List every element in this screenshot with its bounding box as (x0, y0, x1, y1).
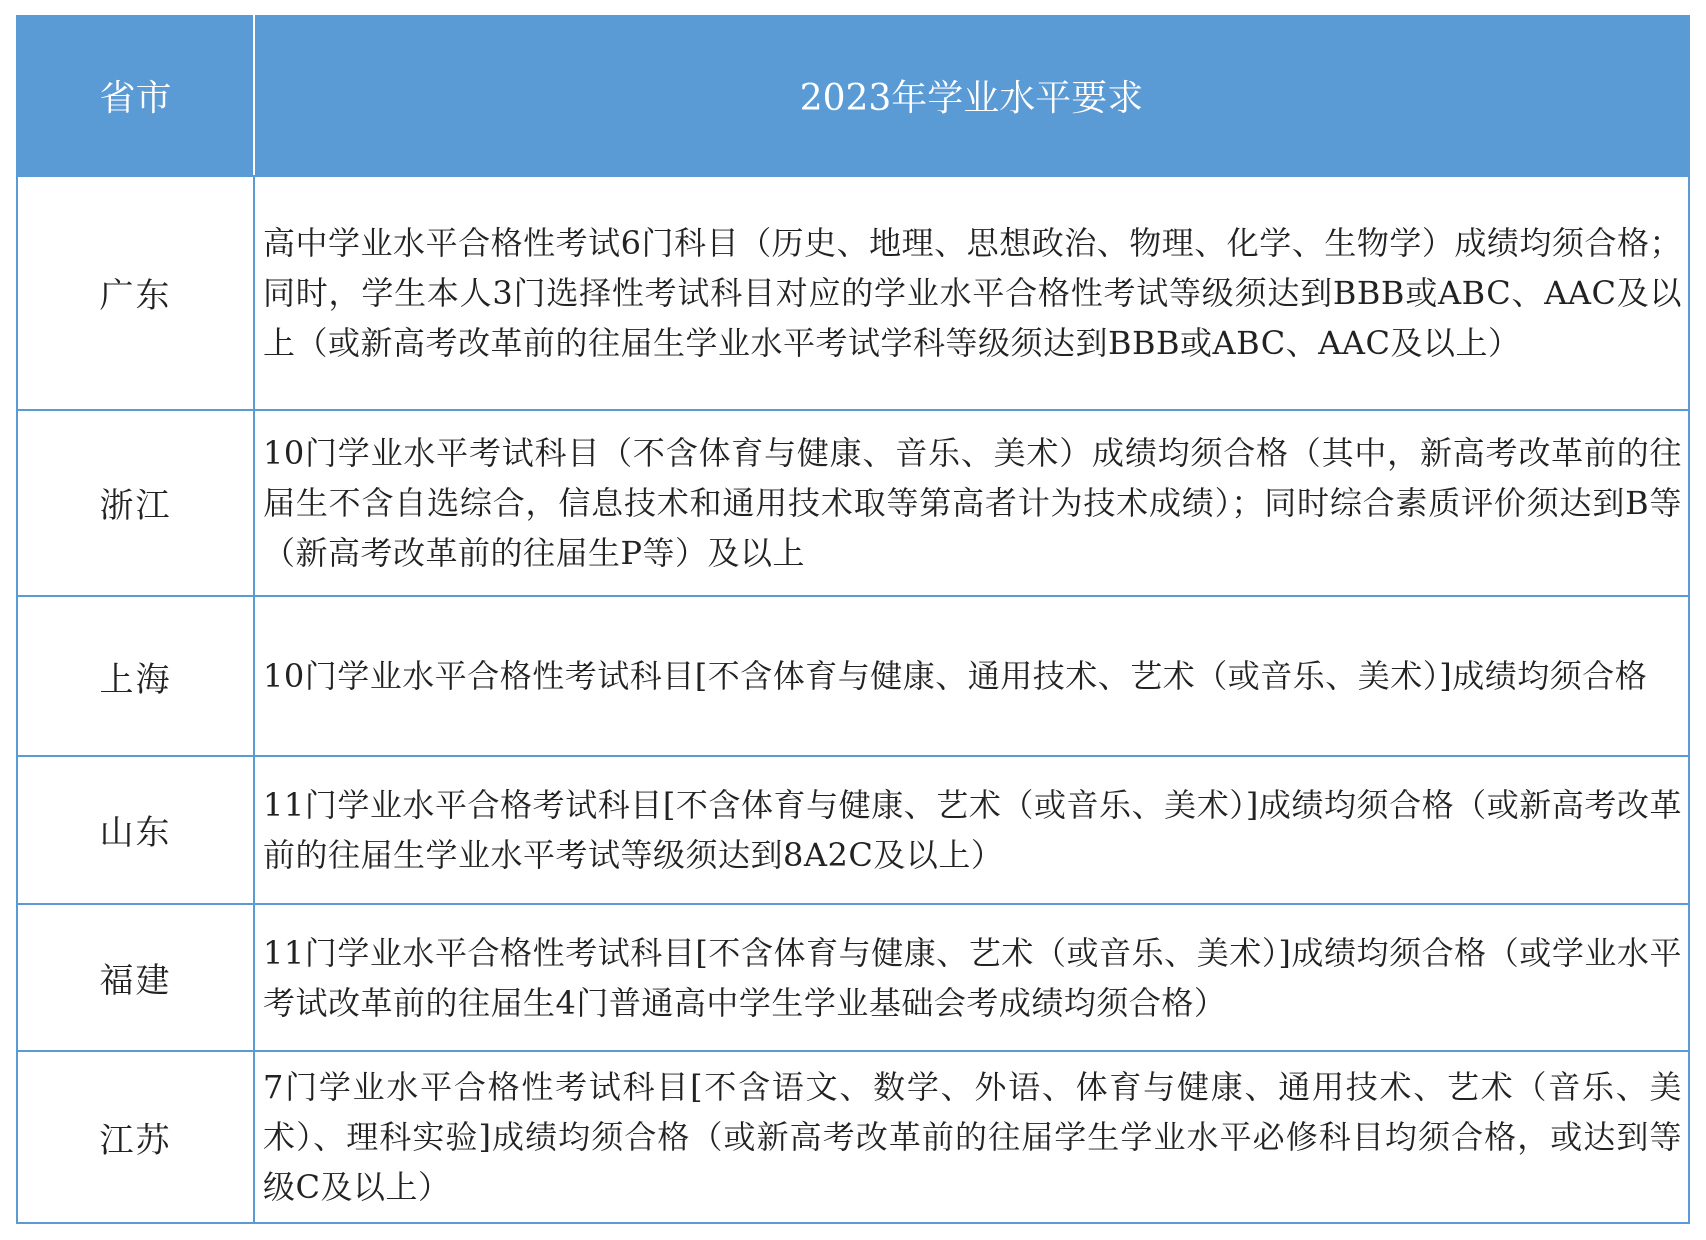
province-cell: 广东 (17, 176, 254, 410)
province-cell: 浙江 (17, 410, 254, 597)
requirement-cell: 11门学业水平合格性考试科目[不含体育与健康、艺术（或音乐、美术）]成绩均须合格（或学业水平考试改革前的往届生4门普通高中学生学业基础会考成绩均须合格） (254, 904, 1689, 1052)
table-row (17, 756, 1689, 904)
requirement-cell: 7门学业水平合格性考试科目[不含语文、数学、外语、体育与健康、通用技术、艺术（音乐、美术）、理科实验]成绩均须合格（或新高考改革前的往届学生学业水平必修科目均须合格，或达到等级C及以上） (254, 1051, 1689, 1223)
table-row (17, 596, 1689, 756)
requirement-cell: 10门学业水平考试科目（不含体育与健康、音乐、美术）成绩均须合格（其中，新高考改革前的往届生不含自选综合，信息技术和通用技术取等第高者计为技术成绩）；同时综合素质评价须达到B等（新高考改革前的往届生P等）及以上 (254, 410, 1689, 597)
table-row (17, 1051, 1689, 1223)
header-province: 省市 (17, 15, 254, 176)
table-row (17, 904, 1689, 1052)
table-header-row (17, 15, 1689, 176)
province-cell: 上海 (17, 596, 254, 756)
table-row (17, 176, 1689, 410)
table-row (17, 410, 1689, 597)
requirement-cell: 11门学业水平合格考试科目[不含体育与健康、艺术（或音乐、美术）]成绩均须合格（或新高考改革前的往届生学业水平考试等级须达到8A2C及以上） (254, 756, 1689, 904)
province-cell: 江苏 (17, 1051, 254, 1223)
province-cell: 福建 (17, 904, 254, 1052)
province-cell: 山东 (17, 756, 254, 904)
requirement-cell: 高中学业水平合格性考试6门科目（历史、地理、思想政治、物理、化学、生物学）成绩均须合格；同时，学生本人3门选择性考试科目对应的学业水平合格性考试等级须达到BBB或ABC、AAC及以上（或新高考改革前的往届生学业水平考试学科等级须达到BBB或ABC、AAC及以上） (254, 176, 1689, 410)
requirements-table (16, 15, 1690, 1224)
requirement-cell: 10门学业水平合格性考试科目[不含体育与健康、通用技术、艺术（或音乐、美术）]成绩均须合格 (254, 596, 1689, 756)
header-requirement: 2023年学业水平要求 (254, 15, 1689, 176)
